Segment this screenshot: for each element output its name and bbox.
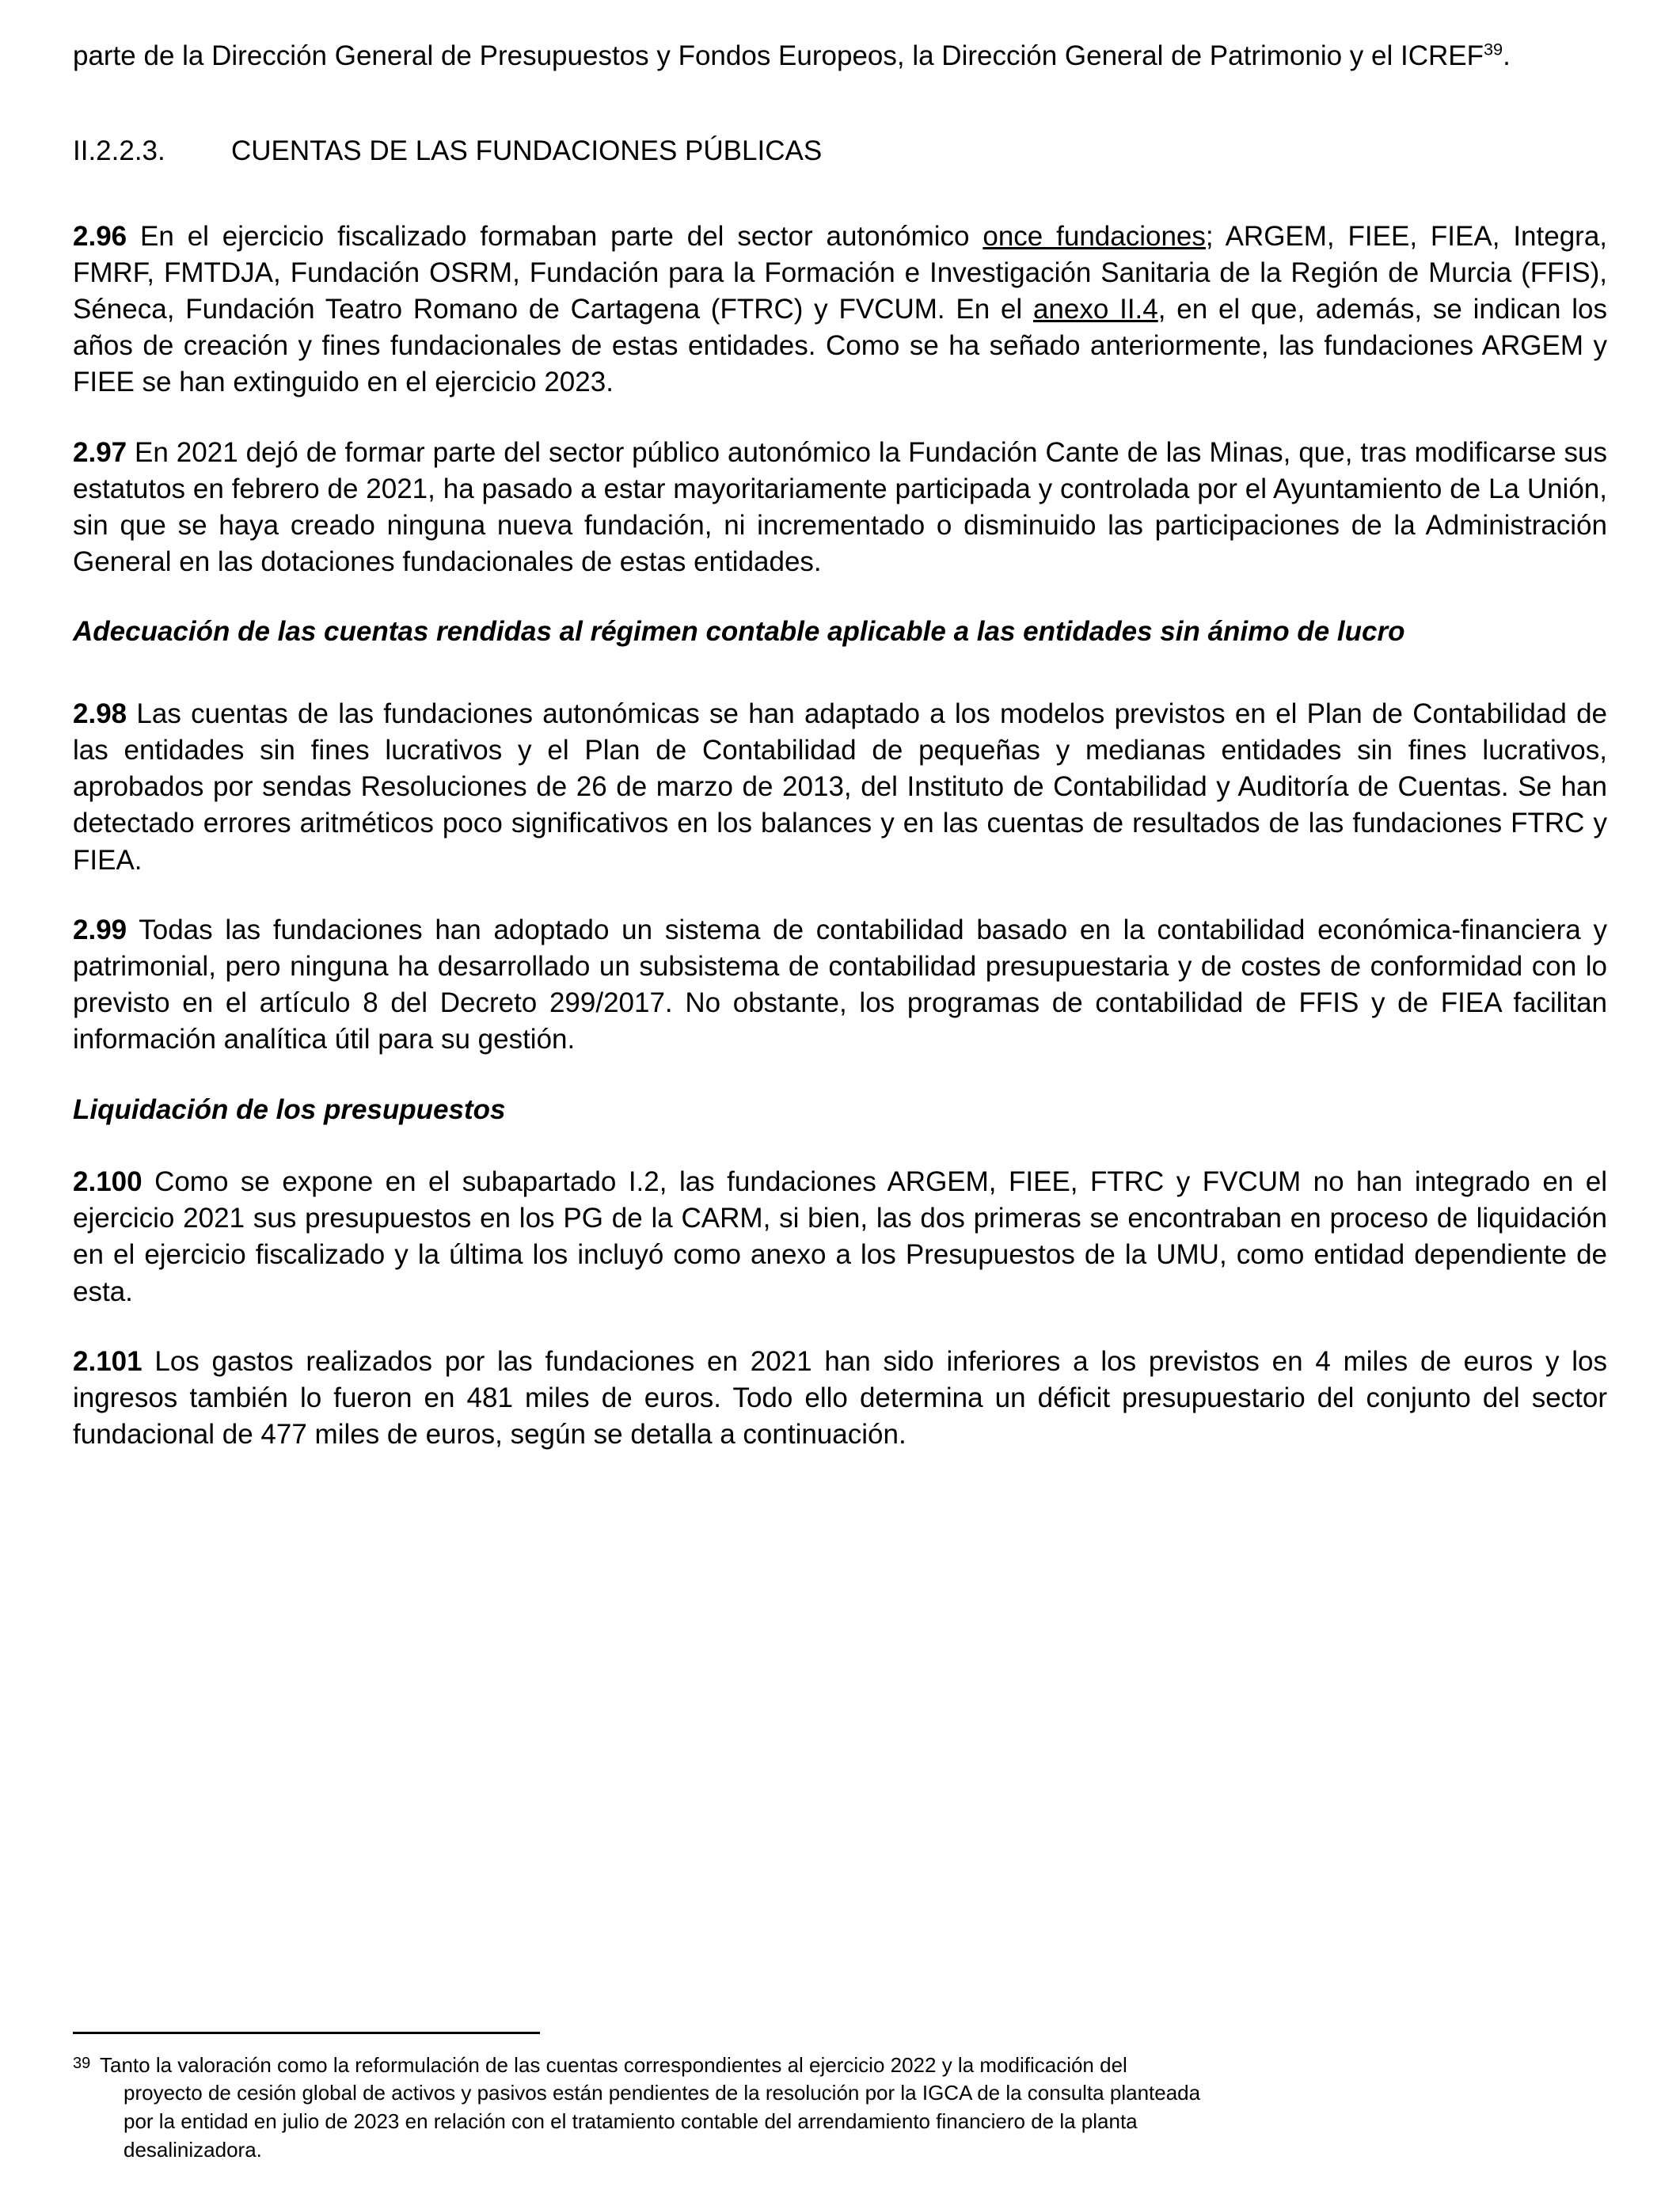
paragraph-number: 2.100 xyxy=(73,1166,143,1198)
footnote-line-4: desalinizadora. xyxy=(124,2138,262,2162)
paragraph-2-101 xyxy=(73,1344,1607,1454)
paragraph-text: Como se expone en el subapartado I.2, las fundaciones ARGEM, FIEE, FTRC y FVCUM no han integrado en el ejercicio 2021 sus presupuestos en los PG de la CARM, si bien, las dos primeras se encontraban en proceso de liquidación en el ejercicio fiscalizado y la última los incluyó como anexo a los Presupuestos de la UMU, como entidad dependiente de esta. xyxy=(73,1166,1607,1307)
paragraph-2-100 xyxy=(73,1164,1607,1310)
section-number: II.2.2.3. xyxy=(73,135,165,167)
paragraph-text: En 2021 dejó de formar parte del sector público autonómico la Fundación Cante de las Minas, que, tras modificarse sus estatutos en febrero de 2021, ha pasado a estar mayoritariamente participada y controlada por el Ayuntamiento de La Unión, sin que se haya creado ninguna nueva fundación, ni incrementado o disminuido las participaciones de la Administración General en las dotaciones fundacionales de estas entidades. xyxy=(73,436,1607,578)
paragraph-number: 2.97 xyxy=(73,436,127,468)
paragraph-text: Las cuentas de las fundaciones autonómicas se han adaptado a los modelos previstos en el Plan de Contabilidad de las entidades sin fines lucrativos y el Plan de Contabilidad de pequeñas y medianas entidades sin fines lucrativos, aprobados por sendas Resoluciones de 26 de marzo de 2013, del Instituto de Contabilidad y Auditoría de Cuentas. Se han detectado errores aritméticos poco significativos en los balances y en las cuentas de resultados de las fundaciones FTRC y FIEA. xyxy=(73,698,1607,876)
paragraph-text-part2: ; ARGEM, FIEE, FIEA, Integra, FMRF, FMTDJA, Fundación OSRM, Fundación para la Formación e Investigación Sanitaria de la Región de Murcia (FFIS), Séneca, Fundación Teatro Romano de Cartagena (FTRC) y FVCUM. En el xyxy=(73,220,1608,325)
footnote-39 xyxy=(73,2052,1607,2166)
paragraph-text: Los gastos realizados por las fundaciones en 2021 han sido inferiores a los previstos en 4 miles de euros y los ingresos también lo fueron en 481 miles de euros. Todo ello determina un déficit presupuestario del conjunto del sector fundacional de 477 miles de euros, según se detalla a continuación. xyxy=(73,1345,1607,1451)
paragraph-number: 2.96 xyxy=(73,220,127,252)
footnote-line-1: Tanto la valoración como la reformulación de las cuentas correspondientes al ejercicio 2022 y la modificación del xyxy=(100,2052,1127,2077)
footnote-area xyxy=(73,2032,1607,2166)
intro-text-after: . xyxy=(1503,40,1511,71)
footnote-separator xyxy=(73,2032,540,2034)
footnote-line-3: por la entidad en julio de 2023 en relación con el tratamiento contable del arrendamiento financiero de la planta xyxy=(124,2109,1138,2134)
section-title: CUENTAS DE LAS FUNDACIONES PÚBLICAS xyxy=(231,135,823,167)
subheading-liquidacion: Liquidación de los presupuestos xyxy=(73,1093,506,1125)
paragraph-2-97 xyxy=(73,435,1607,581)
paragraph-underline-anexo: anexo II.4 xyxy=(1032,294,1158,325)
paragraph-number: 2.98 xyxy=(73,698,127,729)
section-heading xyxy=(73,133,1607,169)
footnote-line-2: proyecto de cesión global de activos y pasivos están pendientes de la resolución por la IGCA de la consulta planteada xyxy=(124,2081,1201,2105)
paragraph-text: Todas las fundaciones han adoptado un sistema de contabilidad basado en la contabilidad económica-financiera y patrimonial, pero ninguna ha desarrollado un subsistema de contabilidad presupuestaria y de costes de conformidad con lo previsto en el artículo 8 del Decreto 299/2017. No obstante, los programas de contabilidad de FFIS y de FIEA facilitan información analítica útil para su gestión. xyxy=(73,914,1607,1055)
paragraph-2-96 xyxy=(73,219,1607,401)
paragraph-text-part1: En el ejercicio fiscalizado formaban parte del sector autonómico xyxy=(127,220,983,252)
paragraph-text-part3: , en el que, además, se indican los años de creación y fines fundacionales de estas entidades. Como se ha señado anteriormente, las fundaciones ARGEM y FIEE se han extinguido en el ejercicio 2023. xyxy=(73,294,1608,398)
paragraph-number: 2.99 xyxy=(73,914,127,945)
footnote-mark: 39 xyxy=(73,2054,91,2072)
intro-text-before: parte de la Dirección General de Presupuestos y Fondos Europeos, la Dirección General de Patrimonio y el ICREF xyxy=(73,40,1484,71)
subheading-adecuacion: Adecuación de las cuentas rendidas al régimen contable aplicable a las entidades sin ánimo de lucro xyxy=(73,616,1405,648)
footnote-text xyxy=(100,2052,1607,2166)
intro-paragraph xyxy=(73,38,1607,74)
paragraph-2-99 xyxy=(73,912,1607,1059)
paragraph-underline-once-fundaciones: once fundaciones xyxy=(983,220,1206,252)
paragraph-number: 2.101 xyxy=(73,1345,143,1377)
paragraph-2-98 xyxy=(73,696,1607,879)
footnote-reference-39: 39 xyxy=(1484,39,1503,59)
